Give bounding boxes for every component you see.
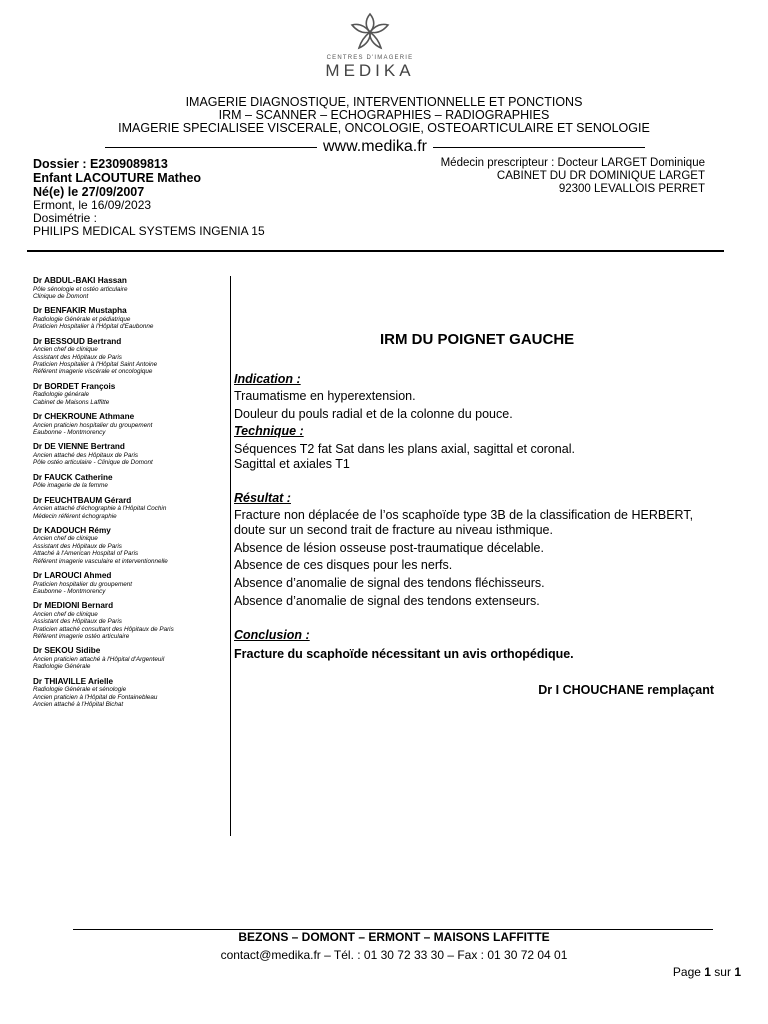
doctor-name: Dr SEKOU Sidibe: [33, 646, 101, 656]
prescriber-line-3: 92300 LEVALLOIS PERRET: [558, 183, 705, 195]
technique-heading: Technique :: [234, 424, 304, 438]
logo-subtitle: CENTRES D'IMAGERIE: [326, 55, 414, 61]
doctor-title-line: Clinique de Domont: [33, 292, 89, 300]
doctor-entry: [33, 496, 223, 520]
website-row: [105, 138, 645, 156]
doctor-title-line: Assistant des Hôpitaux de Paris: [33, 618, 122, 626]
doctor-entry: [33, 571, 223, 595]
column-divider: [230, 276, 231, 836]
result-heading: Résultat :: [234, 491, 291, 505]
doctor-name: Dr DE VIENNE Bertrand: [33, 442, 125, 452]
doctor-name: Dr ABDUL-BAKI Hassan: [33, 276, 127, 285]
logo-name: MEDIKA: [325, 61, 415, 80]
dossier-number: Dossier : E2309089813: [33, 157, 168, 171]
doctor-title-line: Assistant des Hôpitaux de Paris: [33, 542, 122, 550]
doctor-title-line: Ancien chef de clinique: [33, 346, 98, 354]
indication-line: Douleur du pouls radial et de la colonne du pouce.: [234, 407, 513, 421]
doctor-title-line: Référent imagerie ostéo articulaire: [33, 633, 130, 641]
doctor-title-line: Praticien Hospitalier à l'Hôpital Saint Antoine: [33, 360, 158, 368]
doctor-title-line: Radiologie Générale: [33, 663, 91, 671]
report-title: IRM DU POIGNET GAUCHE: [380, 331, 575, 348]
doctor-entry: [33, 473, 223, 490]
doctor-name: Dr BESSOUD Bertrand: [33, 336, 122, 346]
doctor-name: Dr THIAVILLE Arielle: [33, 676, 114, 686]
doctor-entry: [33, 601, 223, 640]
doctor-title-line: Ancien praticien hospitalier du groupement: [33, 421, 153, 429]
result-line: Absence de lésion osseuse post-traumatique décelable.: [234, 541, 544, 555]
doctor-title-line: Praticien attaché consultant des Hôpitaux de Paris: [33, 625, 174, 633]
doctor-entry: [33, 337, 223, 376]
doctor-title-line: Attaché à l'American Hospital of Paris: [33, 550, 139, 558]
doctor-entry: [33, 306, 223, 330]
result-line: Fracture non déplacée de l’os scaphoïde type 3B de la classification de HERBERT,: [234, 508, 694, 522]
doctor-title-line: Praticien Hospitalier à l'Hôpital d'Eaubonne: [33, 323, 154, 331]
doctor-title-line: Radiologie générale: [33, 391, 90, 399]
signature: Dr I CHOUCHANE remplaçant: [538, 683, 714, 697]
doctor-title-line: Médecin référent échographie: [33, 512, 117, 520]
patient-name: Enfant LACOUTURE Matheo: [33, 171, 202, 185]
doctor-name: Dr CHEKROUNE Athmane: [33, 412, 135, 422]
page-number: [673, 965, 741, 979]
doctor-title-line: Ancien chef de clinique: [33, 610, 98, 618]
result-line: Absence de ces disques pour les nerfs.: [234, 558, 453, 572]
page-total: 1: [734, 965, 741, 979]
doctor-name: Dr FEUCHTBAUM Gérard: [33, 495, 132, 505]
doctor-title-line: Ancien praticien à l'Hôpital de Fontainebleau: [33, 693, 158, 701]
doctor-name: Dr BORDET François: [33, 381, 116, 391]
doctor-title-line: Radiologie Générale et pédiatrique: [33, 315, 131, 323]
doctor-name: Dr MEDIONI Bernard: [33, 601, 114, 611]
doctor-title-line: Référent imagerie viscérale et oncologique: [33, 368, 153, 376]
doctor-title-line: Référent imagerie vasculaire et interventionnelle: [33, 557, 168, 565]
doctor-name: Dr FAUCK Catherine: [33, 472, 113, 482]
patient-dob: Né(e) le 27/09/2007: [33, 185, 145, 199]
website-link[interactable]: www.medika.fr: [317, 138, 433, 155]
footer-contact: contact@medika.fr – Tél. : 01 30 72 33 30 – Fax : 01 30 72 04 01: [220, 948, 568, 962]
doctor-entry: [33, 526, 223, 565]
doctor-title-line: Praticien hospitalier du groupement: [33, 580, 133, 588]
result-line: Absence d’anomalie de signal des tendons extenseurs.: [234, 594, 540, 608]
page-current: 1: [704, 965, 711, 979]
indication-line: Traumatisme en hyperextension.: [234, 389, 416, 403]
doctor-title-line: Ancien praticien attaché à l'Hôpital d'Argenteuil: [33, 655, 165, 663]
indication-heading: Indication :: [234, 372, 301, 386]
doctor-entry: [33, 412, 223, 436]
doctor-title-line: Eaubonne - Montmorency: [33, 587, 106, 595]
doctor-title-line: Ancien attaché à l'Hôpital Bichat: [33, 701, 124, 709]
page-sep: sur: [714, 965, 731, 979]
doctor-title-line: Assistant des Hôpitaux de Paris: [33, 353, 122, 361]
doctor-title-line: Ancien chef de clinique: [33, 535, 98, 543]
machine: PHILIPS MEDICAL SYSTEMS INGENIA 15: [33, 224, 265, 238]
doctor-title-line: Cabinet de Maisons Laffitte: [33, 398, 110, 406]
doctor-title-line: Pôle sénologie et ostéo articulaire: [33, 285, 128, 293]
conclusion-text: Fracture du scaphoïde nécessitant un avis orthopédique.: [234, 647, 574, 661]
doctors-list: [33, 276, 223, 715]
doctor-entry: [33, 646, 223, 670]
doctor-title-line: Ancien attaché d'échographie à l'Hôpital Cochin: [33, 505, 167, 513]
doctor-title-line: Pôle ostéo articulaire - Clinique de Domont: [33, 459, 153, 467]
doctor-entry: [33, 677, 223, 709]
header-line-2: IRM – SCANNER – ECHOGRAPHIES – RADIOGRAPHIES: [218, 108, 550, 122]
doctor-entry: [33, 442, 223, 466]
doctor-title-line: Radiologie Générale et sénologie: [33, 686, 127, 694]
prescriber-line-1: Médecin prescripteur : Docteur LARGET Dominique: [440, 157, 705, 169]
technique-line: Séquences T2 fat Sat dans les plans axial, sagittal et coronal.: [234, 442, 575, 456]
header-line-3: IMAGERIE SPECIALISEE VISCERALE, ONCOLOGIE, OSTEOARTICULAIRE ET SENOLOGIE: [118, 121, 650, 135]
doctor-title-line: Pôle imagerie de la femme: [33, 482, 108, 490]
doctor-title-line: Ancien attaché des Hôpitaux de Paris: [33, 451, 139, 459]
doctor-entry: [33, 276, 223, 300]
flower-logo-icon: [348, 10, 392, 54]
doctor-name: Dr KADOUCH Rémy: [33, 525, 111, 535]
result-line: doute sur un second trait de fracture au niveau isthmique.: [234, 523, 553, 537]
header-divider: [27, 250, 724, 252]
header-line-1: IMAGERIE DIAGNOSTIQUE, INTERVENTIONNELLE ET PONCTIONS: [185, 95, 583, 109]
dosimetry: Dosimétrie :: [33, 211, 98, 225]
footer-towns: BEZONS – DOMONT – ERMONT – MAISONS LAFFITTE: [238, 930, 550, 944]
doctor-title-line: Eaubonne - Montmorency: [33, 428, 106, 436]
technique-line: Sagittal et axiales T1: [234, 457, 350, 471]
prescriber-line-2: CABINET DU DR DOMINIQUE LARGET: [496, 170, 705, 182]
doctor-name: Dr LAROUCI Ahmed: [33, 571, 112, 581]
doctor-entry: [33, 382, 223, 406]
medika-logo: [318, 10, 422, 92]
doctor-name: Dr BENFAKIR Mustapha: [33, 306, 127, 316]
conclusion-heading: Conclusion :: [234, 628, 310, 642]
page-prefix: Page: [672, 965, 701, 979]
result-line: Absence d’anomalie de signal des tendons fléchisseurs.: [234, 576, 545, 590]
place-date: Ermont, le 16/09/2023: [33, 198, 152, 212]
